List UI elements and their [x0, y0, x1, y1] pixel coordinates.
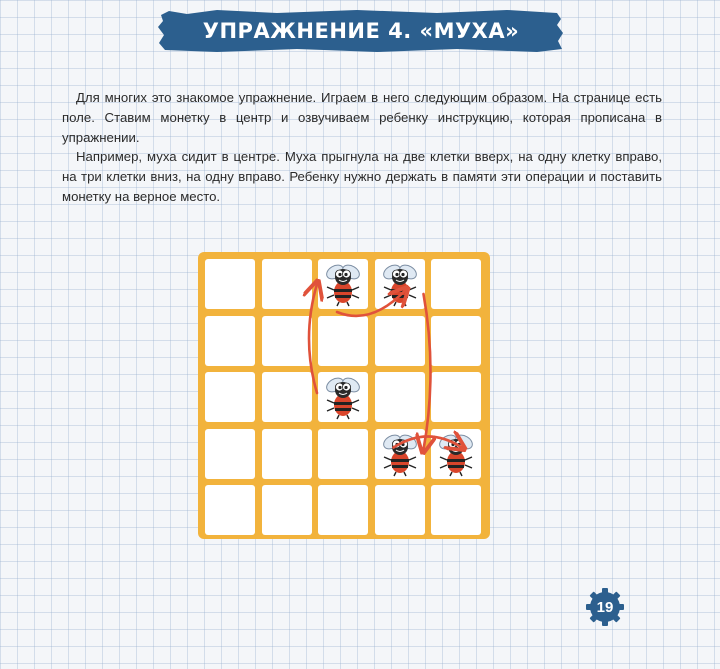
move-arrow: [394, 437, 463, 448]
move-arrow: [309, 284, 317, 393]
example-paragraph: Например, муха сидит в центре. Муха прыгнула на две клетки вверх, на одну клетку вправо, на три клетки вниз, на одну вправо. Ребенку нужно держать в памяти эти операции и поставить монетку на верное место.: [62, 149, 662, 204]
title-banner: [157, 9, 565, 53]
page-title: УПРАЖНЕНИЕ 4. «МУХА»: [202, 19, 520, 43]
move-arrows: [198, 252, 490, 539]
move-arrow: [337, 290, 406, 316]
game-board: [198, 252, 490, 539]
intro-paragraph: Для многих это знакомое упражнение. Играем в него следующим образом. На странице есть поле. Ставим монетку в центр и озвучиваем ребенку инструкцию, которая прописана в упражнении.: [62, 90, 662, 145]
move-arrow: [424, 294, 431, 450]
page-number: 19: [596, 598, 614, 616]
